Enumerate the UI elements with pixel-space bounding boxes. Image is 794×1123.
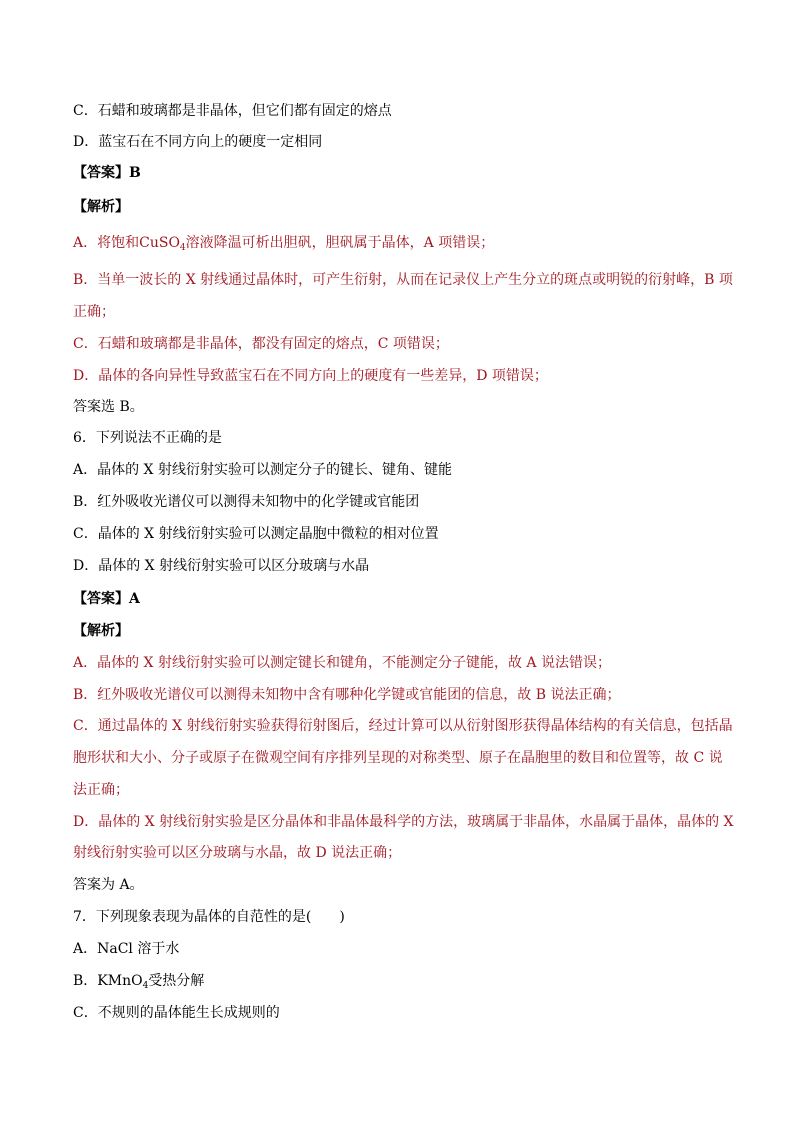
q5-conclusion: 答案选 B。 [73, 399, 144, 415]
q5-explanation-a-post: 溶液降温可析出胆矾，胆矾属于晶体，A 项错误； [185, 235, 495, 251]
q5-explanation-b-line2: 正确； [73, 304, 115, 320]
q5-explanation-b-line1: B．当单一波长的 X 射线通过晶体时，可产生衍射，从而在记录仪上产生分立的斑点或明锐的衍射峰，B 项 [73, 272, 733, 288]
q6-explanation-d-line2: 射线衍射实验可以区分玻璃与水晶，故 D 说法正确； [73, 845, 402, 861]
q6-explanation-a: A．晶体的 X 射线衍射实验可以测定键长和键角，不能测定分子键能，故 A 说法错误； [73, 655, 611, 671]
q6-explanation-c-line1: C．通过晶体的 X 射线衍射实验获得衍射图后，经过计算可以从衍射图形获得晶体结构的有关信息，包括晶 [73, 718, 733, 734]
q6-explanation-d-line1: D．晶体的 X 射线衍射实验是区分晶体和非晶体最科学的方法，玻璃属于非晶体，水晶属于晶体，晶体的 X [73, 814, 734, 830]
q5-explanation-a [73, 233, 723, 258]
q7-stem: 7．下列现象表现为晶体的自范性的是( ) [73, 909, 345, 925]
q6-option-a: A．晶体的 X 射线衍射实验可以测定分子的键长、键角、键能 [73, 462, 452, 478]
q7-option-c: C．不规则的晶体能生长成规则的 [73, 1005, 280, 1021]
q6-option-d: D．晶体的 X 射线衍射实验可以区分玻璃与水晶 [73, 558, 370, 574]
q7-option-b: B．KMnO$_4$受热分解 [73, 973, 205, 991]
q6-option-c: C．晶体的 X 射线衍射实验可以测定晶胞中微粒的相对位置 [73, 526, 439, 542]
q6-conclusion: 答案为 A。 [73, 877, 144, 893]
q7-option-a: A．NaCl 溶于水 [73, 941, 180, 957]
q6-option-b: B．红外吸收光谱仪可以测得未知物中的化学键或官能团 [73, 494, 420, 510]
q6-stem: 6．下列说法不正确的是 [73, 430, 222, 446]
q5-analysis-label: 【解析】 [73, 199, 129, 215]
q6-explanation-b: B．红外吸收光谱仪可以测得未知物中含有哪种化学键或官能团的信息，故 B 说法正确； [73, 687, 621, 703]
q5-explanation-c: C．石蜡和玻璃都是非晶体，都没有固定的熔点，C 项错误； [73, 336, 449, 352]
q5-answer: 【答案】B [73, 165, 141, 181]
q5-explanation-a-pre: A．将饱和 [73, 235, 140, 251]
q6-analysis-label: 【解析】 [73, 623, 129, 639]
cuso4-formula: CuSO$_4$ [139, 235, 186, 253]
q6-explanation-c-line3: 法正确； [73, 782, 129, 798]
q5-option-c: C．石蜡和玻璃都是非晶体，但它们都有固定的熔点 [73, 103, 392, 119]
q5-explanation-d: D．晶体的各向异性导致蓝宝石在不同方向上的硬度有一些差异，D 项错误； [73, 368, 548, 384]
q6-explanation-c-line2: 胞形状和大小、分子或原子在微观空间有序排列呈现的对称类型、原子在晶胞里的数目和位置等，故 C 说 [73, 750, 723, 766]
q6-answer: 【答案】A [73, 591, 140, 607]
q5-option-d: D．蓝宝石在不同方向上的硬度一定相同 [73, 134, 323, 150]
